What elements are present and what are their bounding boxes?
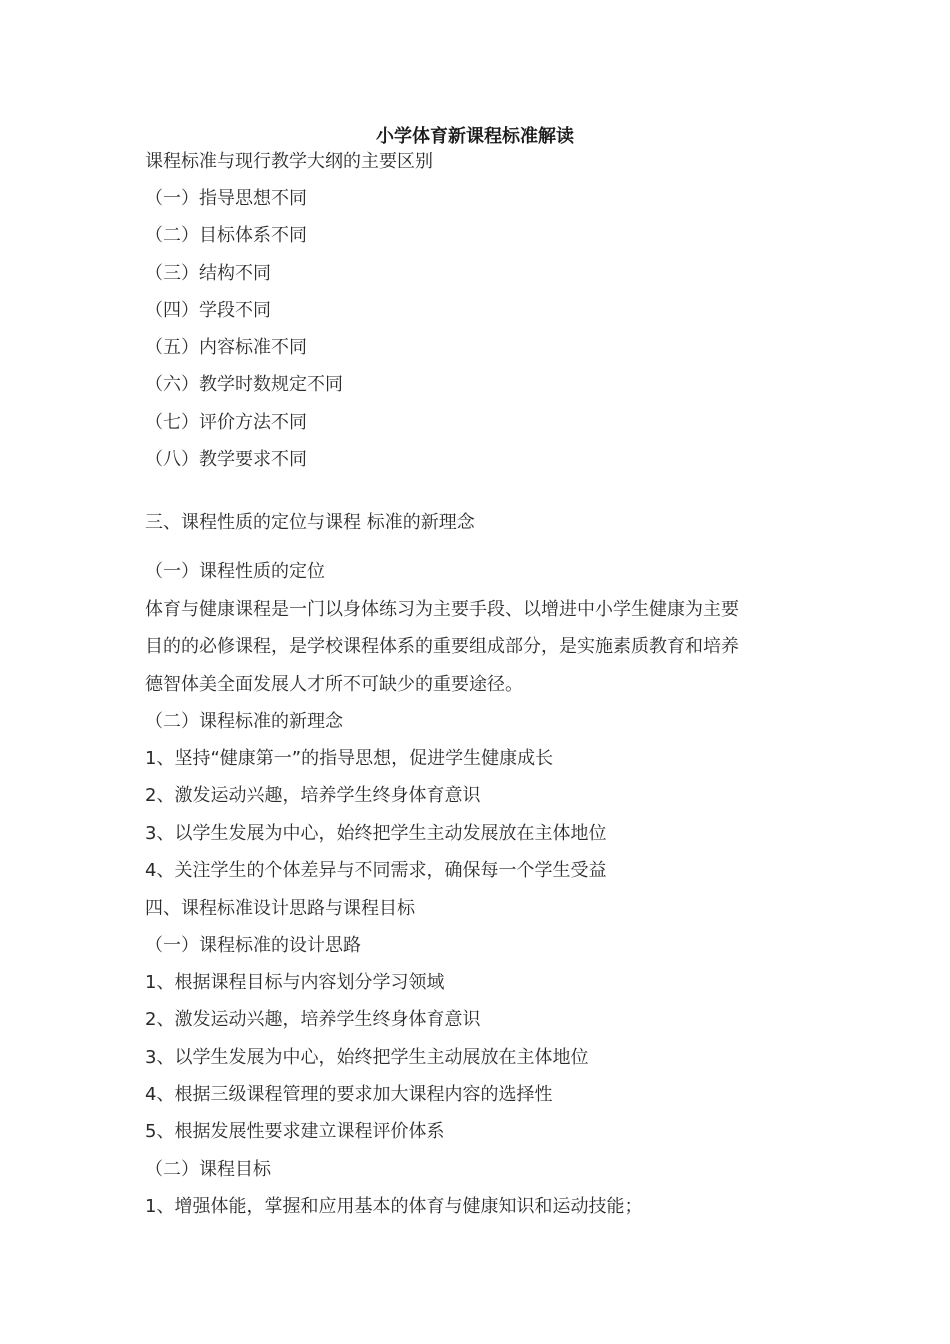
list-item: 2、激发运动兴趣，培养学生终身体育意识	[145, 1009, 481, 1030]
subsection-heading: （二）课程标准的新理念	[145, 711, 343, 732]
list-item: 1、增强体能，掌握和应用基本的体育与健康知识和运动技能；	[145, 1196, 643, 1217]
list-item: 4、根据三级课程管理的要求加大课程内容的选择性	[145, 1084, 553, 1105]
list-item: 1、根据课程目标与内容划分学习领域	[145, 972, 445, 993]
subsection-heading: （一）课程性质的定位	[145, 561, 325, 582]
list-item: 3、以学生发展为中心，始终把学生主动展放在主体地位	[145, 1047, 589, 1068]
section-heading-four: 四、课程标准设计思路与课程目标	[145, 898, 415, 919]
list-item: 5、根据发展性要求建立课程评价体系	[145, 1121, 445, 1142]
heading-main-differences: 课程标准与现行教学大纲的主要区别	[145, 151, 433, 172]
list-item: （七）评价方法不同	[145, 412, 307, 433]
list-item: 2、激发运动兴趣，培养学生终身体育意识	[145, 785, 481, 806]
list-item: 1、坚持“健康第一”的指导思想，促进学生健康成长	[145, 748, 554, 769]
list-item: 4、关注学生的个体差异与不同需求，确保每一个学生受益	[145, 860, 607, 881]
list-item: （四）学段不同	[145, 300, 271, 321]
list-item: （八）教学要求不同	[145, 449, 307, 470]
subsection-heading: （一）课程标准的设计思路	[145, 935, 361, 956]
document-title: 小学体育新课程标准解读	[376, 126, 574, 147]
list-item: （一）指导思想不同	[145, 188, 307, 209]
paragraph-line: 德智体美全面发展人才所不可缺少的重要途径。	[145, 674, 523, 695]
list-item: （五）内容标准不同	[145, 337, 307, 358]
paragraph-line: 体育与健康课程是一门以身体练习为主要手段、以增进中小学生健康为主要	[145, 599, 739, 620]
list-item: （六）教学时数规定不同	[145, 374, 343, 395]
list-item: （三）结构不同	[145, 263, 271, 284]
list-item: 3、以学生发展为中心，始终把学生主动发展放在主体地位	[145, 823, 607, 844]
paragraph-line: 目的的必修课程，是学校课程体系的重要组成部分，是实施素质教育和培养	[145, 636, 739, 657]
subsection-heading: （二）课程目标	[145, 1159, 271, 1180]
list-item: （二）目标体系不同	[145, 225, 307, 246]
section-heading-three: 三、课程性质的定位与课程 标准的新理念	[145, 512, 475, 533]
